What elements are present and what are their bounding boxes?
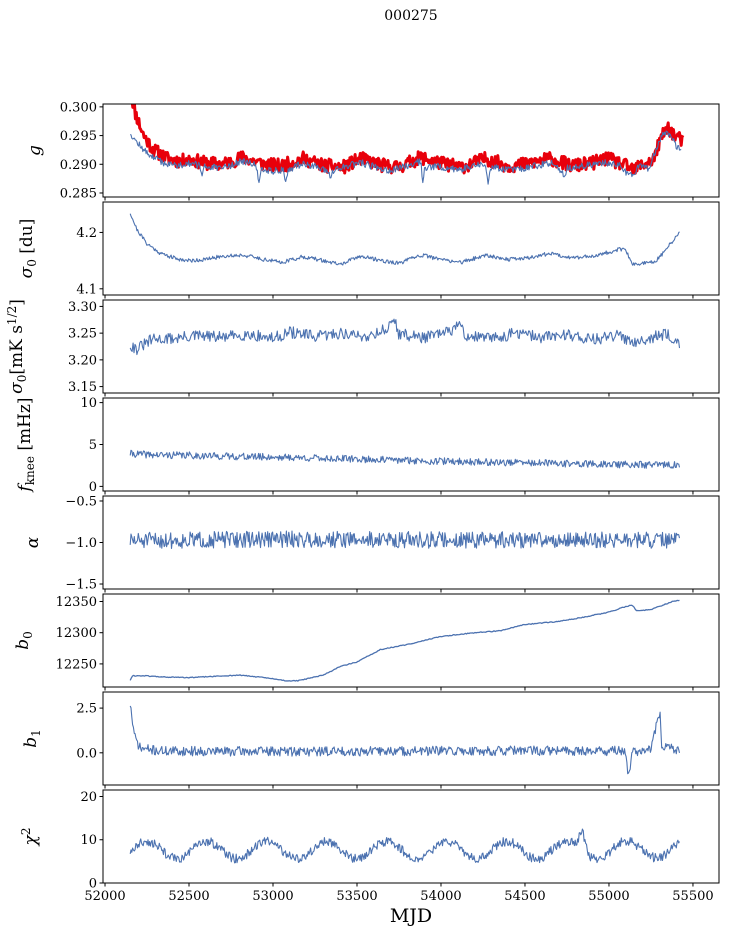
- panel-series-b1: [130, 706, 679, 774]
- x-tick-label: 52000: [84, 889, 126, 904]
- series-chi2-line: [130, 829, 679, 863]
- series-b0-line: [130, 600, 679, 681]
- y-tick-label: −1.5: [65, 577, 97, 593]
- figure-title: 000275: [384, 8, 438, 24]
- y-tick-label: 0.295: [59, 129, 97, 145]
- series-sigma0-mK-line: [130, 319, 679, 354]
- y-tick-label: 5: [88, 438, 97, 453]
- panel-frame-fknee: [103, 398, 719, 491]
- ylabel-b1: $b_1$: [21, 729, 43, 748]
- ylabel-alpha: α: [23, 536, 43, 549]
- y-tick-label: 10: [80, 396, 97, 412]
- series-g-red-smoothed: [130, 93, 683, 173]
- x-tick-label: 55500: [672, 889, 714, 904]
- panel-frame-b1: [103, 692, 719, 785]
- y-tick-label: 0: [88, 876, 97, 892]
- ylabel-b0: $b_0$: [13, 631, 35, 650]
- panel-frame-g: [103, 104, 719, 197]
- panel-series-chi2: [130, 829, 679, 863]
- ylabel-sigma0-du: $\sigma_0$ [du]: [17, 218, 39, 279]
- y-tick-label: −1.0: [65, 536, 97, 551]
- panel-frame-sigma0-mK: [103, 300, 719, 393]
- panel-b0: [13, 594, 719, 691]
- panel-series-sigma0-mK: [130, 319, 679, 354]
- panel-series-alpha: [130, 531, 679, 548]
- y-tick-label: 0.285: [59, 186, 97, 202]
- x-tick-label: 54500: [504, 889, 546, 904]
- y-tick-label: 0.300: [59, 100, 97, 116]
- ylabel-chi2: $\chi^2$: [19, 827, 41, 846]
- x-tick-label: 53500: [336, 889, 378, 904]
- panel-b1: [21, 692, 719, 789]
- panel-fknee: [15, 396, 719, 495]
- panel-frame-sigma0-du: [103, 202, 719, 295]
- x-tick-label: 53000: [252, 889, 294, 904]
- panel-series-b0: [130, 600, 679, 681]
- y-tick-label: 0.290: [59, 157, 97, 173]
- y-tick-label: 3.30: [68, 299, 97, 315]
- y-tick-label: −0.5: [65, 494, 97, 510]
- series-sigma0-du-line: [130, 214, 679, 266]
- y-tick-label: 12250: [55, 657, 97, 673]
- panel-chi2: [19, 790, 719, 904]
- panel-alpha: [23, 494, 719, 592]
- y-tick-label: 4.2: [76, 225, 97, 241]
- x-tick-label: 54000: [420, 889, 462, 904]
- panel-series-fknee: [130, 450, 679, 468]
- panel-frame-b0: [103, 594, 719, 687]
- y-tick-label: 4.1: [76, 282, 97, 298]
- ylabel-sigma0-mK: $\sigma_0[mK$ $s^{1/2}$]: [5, 299, 29, 394]
- panel-series-g: [130, 93, 683, 184]
- y-tick-label: 20: [80, 789, 97, 805]
- panel-sigma0-mK: [5, 299, 719, 396]
- panel-g: [25, 93, 719, 201]
- series-alpha-line: [130, 531, 679, 548]
- series-fknee-line: [130, 450, 679, 468]
- panel-sigma0-du: [17, 202, 719, 299]
- ylabel-g: g: [25, 145, 45, 156]
- y-tick-label: 3.15: [68, 380, 97, 396]
- y-tick-label: 3.20: [68, 353, 97, 369]
- panel-series-sigma0-du: [130, 214, 679, 266]
- y-tick-label: 12350: [55, 594, 97, 610]
- y-tick-label: 10: [80, 833, 97, 849]
- y-tick-label: 12300: [55, 626, 97, 642]
- y-tick-label: 2.5: [76, 701, 97, 717]
- y-tick-label: 0: [88, 479, 97, 495]
- x-tick-label: 55000: [588, 889, 630, 904]
- y-tick-label: 3.25: [68, 326, 97, 342]
- y-tick-label: 0.0: [76, 746, 97, 762]
- x-tick-label: 52500: [168, 889, 210, 904]
- x-axis-label: MJD: [389, 905, 433, 927]
- ylabel-fknee: $f_{knee}$ [mHz]: [15, 397, 37, 492]
- series-b1-line: [130, 706, 679, 774]
- panel-frame-chi2: [103, 790, 719, 883]
